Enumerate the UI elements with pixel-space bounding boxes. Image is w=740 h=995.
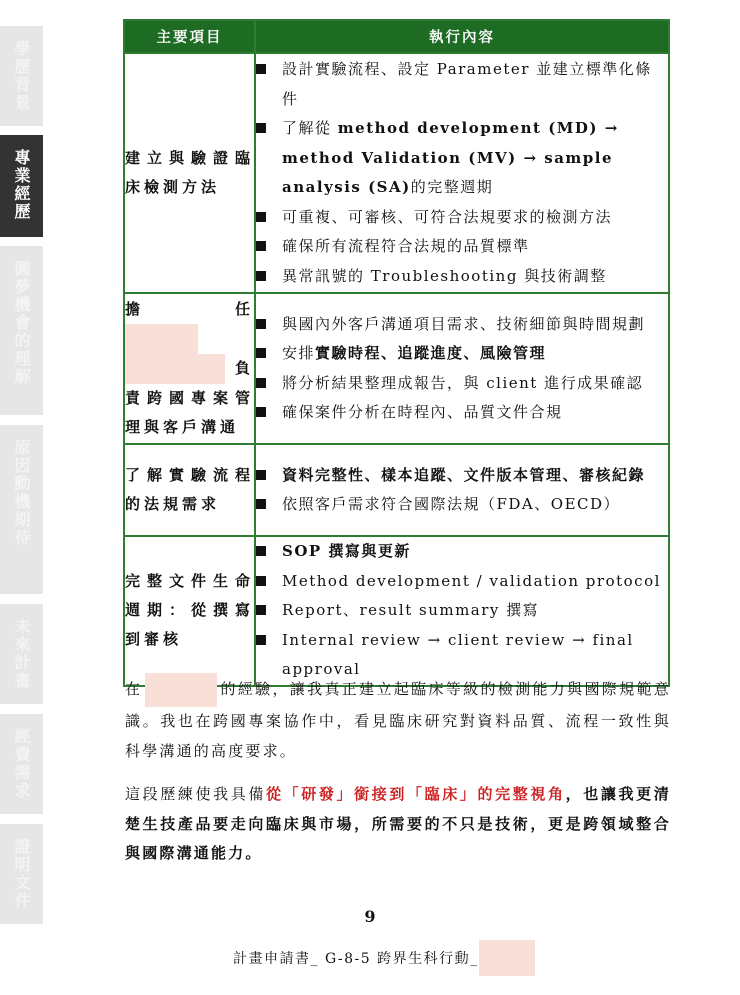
redacted-block [145, 673, 217, 707]
side-tab-label: 專業經歷 [12, 149, 31, 221]
row-content [255, 444, 669, 536]
column-header-content: 執行內容 [255, 20, 669, 53]
side-tab-label: 證明文件 [12, 838, 31, 910]
bold-text: ，也讓我更清楚生技產品要走向臨床與市場，所需要的不只是技術，更是跨領域整合與國際溝通能力。 [125, 785, 672, 862]
bullet-item: 異常訊號的 Troubleshooting 與技術調整 [256, 262, 668, 292]
row-content [255, 53, 669, 293]
bullet-list [256, 461, 668, 520]
row-item: 完整文件生命週期：從撰寫到審核 [124, 536, 255, 686]
side-tab-label: 未來計畫 [12, 618, 31, 690]
bullet-item: SOP 撰寫與更新 [256, 537, 668, 567]
bullet-item: 與國內外客戶溝通項目需求、技術細節與時間規劃 [256, 310, 668, 340]
side-tab-future-plan[interactable] [0, 604, 43, 704]
side-tab-label: 學歷背景 [12, 40, 31, 112]
highlighted-text: 從「研發」銜接到「臨床」的完整視角 [266, 785, 566, 803]
table-row [124, 444, 669, 536]
paragraph-prefix: 在 [125, 680, 143, 698]
side-tab-budget[interactable] [0, 714, 43, 814]
page-number: 9 [364, 907, 376, 926]
bullet-item: 設計實驗流程、設定 Parameter 並建立標準化條件 [256, 55, 668, 114]
table-header-row [124, 20, 669, 53]
bullet-item: 確保所有流程符合法規的品質標準 [256, 232, 668, 262]
paragraph-experience [125, 673, 671, 766]
row-item [124, 293, 255, 444]
paragraph-text: 的經驗，讓我真正建立起臨床等級的檢測能力與國際規範意識。我也在跨國專案協作中，看見臨床研究對資料品質、流程一致性與科學溝通的高度要求。 [125, 680, 672, 760]
bullet-item [256, 339, 668, 369]
md-mv-sa-workflow: method development (MD) → method Validation (MV) → sample analysis (SA) [282, 119, 619, 196]
table-row [124, 53, 669, 293]
side-tab-experience[interactable] [0, 135, 43, 237]
bullet-bold-text: 實驗時程、追蹤進度、風險管理 [315, 344, 547, 362]
redacted-block [125, 354, 225, 384]
redacted-block [125, 324, 198, 354]
row-content [255, 536, 669, 686]
side-tab-label: 圓夢機會的理解 [12, 260, 31, 386]
bullet-item: 了解從 method development (MD) → method Validation (MV) → sample analysis (SA)的完整週期 [256, 114, 668, 203]
bullet-list [256, 55, 668, 291]
row-item: 了解實驗流程的法規需求 [124, 444, 255, 536]
bullet-prefix: 安排 [282, 344, 316, 362]
bullet-item: 依照客戶需求符合國際法規（FDA、OECD） [256, 490, 668, 520]
row-content [255, 293, 669, 444]
table-row [124, 293, 669, 444]
bullet-list [256, 537, 668, 685]
side-tab-label: 原因動機期待 [12, 439, 31, 547]
paragraph-conclusion [125, 780, 671, 869]
column-header-item: 主要項目 [124, 20, 255, 53]
bullet-item: 資料完整性、樣本追蹤、文件版本管理、審核紀錄 [256, 461, 668, 491]
side-tab-education[interactable] [0, 26, 43, 126]
experience-table [123, 19, 670, 687]
redacted-block [479, 940, 535, 976]
paragraph-text: 這段歷練使我具備 [125, 785, 267, 803]
table-row [124, 536, 669, 686]
bullet-item: Report、result summary 撰寫 [256, 596, 668, 626]
row-item-suffix: 負責跨國專案管理與客戶溝通 [125, 359, 254, 436]
bullet-item: 確保案件分析在時程內、品質文件合規 [256, 398, 668, 428]
bullet-list [256, 310, 668, 428]
page-footer [233, 940, 535, 976]
bullet-item: Internal review → client review → final approval [256, 626, 668, 685]
bullet-item: 可重複、可審核、可符合法規要求的檢測方法 [256, 203, 668, 233]
bullet-item: 將分析結果整理成報告，與 client 進行成果確認 [256, 369, 668, 399]
footer-text: 計畫申請書_ G-8-5 跨界生科行動_ [233, 951, 479, 967]
side-tab-opportunity[interactable] [0, 246, 43, 415]
side-tab-label: 經費需求 [12, 728, 31, 800]
bullet-item: Method development / validation protocol [256, 567, 668, 597]
row-item: 建立與驗證臨床檢測方法 [124, 53, 255, 293]
row-item-prefix: 擔 任 [125, 300, 254, 318]
side-tab-motivation[interactable] [0, 425, 43, 594]
